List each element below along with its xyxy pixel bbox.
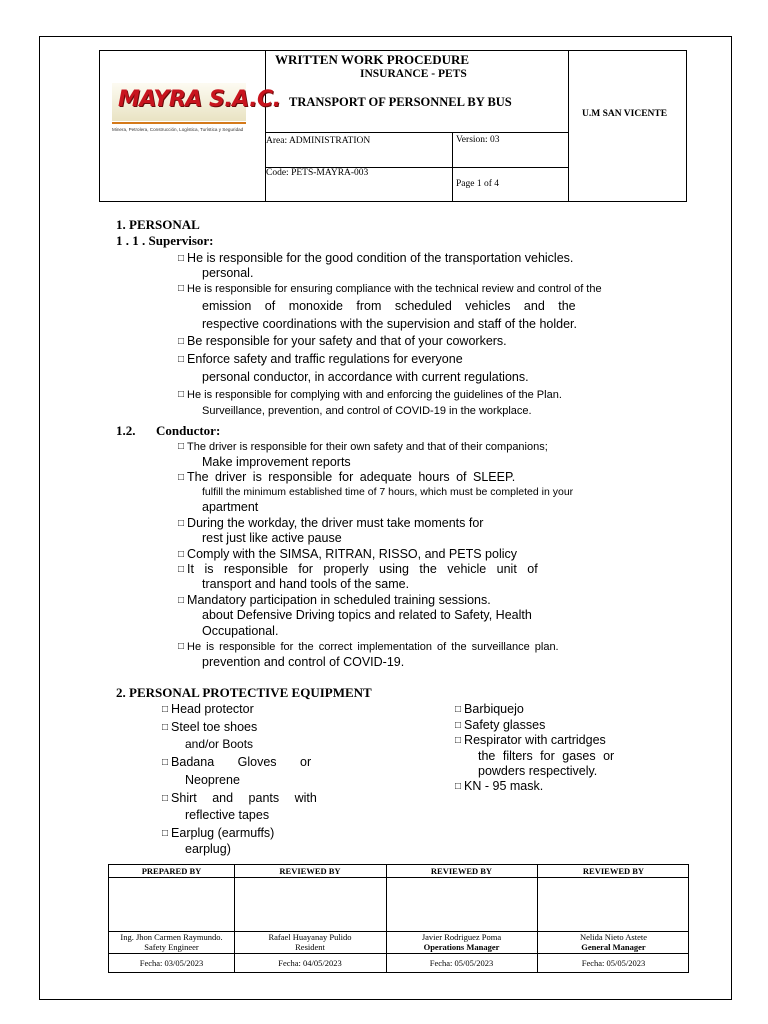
ppe-item: □ Steel toe shoes xyxy=(162,720,257,736)
list-item-cont: fulfill the minimum established time of 7 hours, which must be completed in your xyxy=(202,486,574,498)
signer-name: Javier Rodriguez Poma xyxy=(421,932,502,942)
prepared-by-header: PREPARED BY xyxy=(141,866,202,876)
doc-title-line1: WRITTEN WORK PROCEDURE xyxy=(275,52,470,67)
list-item: □ During the workday, the driver must take moments for xyxy=(178,516,483,532)
ppe-item: □ Barbiquejo xyxy=(455,702,524,718)
supervisor-heading: 1 . 1 . Supervisor: xyxy=(116,233,214,248)
list-item-cont: rest just like active pause xyxy=(202,531,342,545)
logo-subtitle: Minera, Petrolera, Construcción, Logística, Turística y Seguridad xyxy=(112,127,244,132)
signer-name: Nelida Nieto Astete xyxy=(579,932,648,942)
list-item: □ Be responsible for your safety and that of your coworkers. xyxy=(178,334,507,350)
list-item-cont: apartment xyxy=(202,500,259,514)
document-header xyxy=(99,50,687,202)
list-item-cont: transport and hand tools of the same. xyxy=(202,577,410,591)
ppe-item: □ Badana Gloves or xyxy=(162,755,311,771)
signer-role: Safety Engineer xyxy=(144,942,199,952)
reviewed-by-header: REVIEWED BY xyxy=(279,866,341,876)
signer-role: General Manager xyxy=(581,942,646,952)
ppe-item-cont: and/or Boots xyxy=(185,737,254,751)
list-item: □ Mandatory participation in scheduled training sessions. xyxy=(178,593,491,609)
list-item: □ The driver is responsible for adequate hours of SLEEP. xyxy=(178,470,515,486)
ppe-item: □ Shirt and pants with xyxy=(162,791,317,807)
ppe-item-cont: reflective tapes xyxy=(185,808,270,822)
section2-title: 2. PERSONAL PROTECTIVE EQUIPMENT xyxy=(116,685,372,700)
sign-date: Fecha: 05/05/2023 xyxy=(581,958,646,968)
reviewed-by-header: REVIEWED BY xyxy=(430,866,493,876)
list-item: □ He is responsible for complying with and enforcing the guidelines of the Plan. xyxy=(178,388,562,403)
signer-name: Ing. Jhon Carmen Raymundo. xyxy=(120,932,223,942)
conductor-number: 1.2. xyxy=(116,423,136,438)
ppe-item-cont: earplug) xyxy=(185,842,231,856)
list-item-cont: Make improvement reports xyxy=(202,455,351,469)
list-item-cont: about Defensive Driving topics and related to Safety, Health xyxy=(202,608,532,622)
list-item-cont: prevention and control of COVID-19. xyxy=(202,655,405,669)
sign-date: Fecha: 05/05/2023 xyxy=(429,958,494,968)
list-item: □ He is responsible for ensuring compliance with the technical review and control of the xyxy=(178,282,602,297)
list-item: □ It is responsible for properly using the vehicle unit of xyxy=(178,562,538,578)
area-field: Area: ADMINISTRATION xyxy=(266,136,371,146)
list-item: □ The driver is responsible for their own safety and that of their companions; xyxy=(178,440,548,455)
ppe-item-cont: the filters for gases or xyxy=(478,749,615,763)
ppe-item: □ Safety glasses xyxy=(455,718,545,734)
ppe-item-cont: powders respectively. xyxy=(478,764,598,778)
list-item: □ Comply with the SIMSA, RITRAN, RISSO, and PETS policy xyxy=(178,547,517,563)
logo-text: MAYRA S.A.C. xyxy=(118,87,281,112)
doc-title-line2: INSURANCE - PETS xyxy=(360,68,467,80)
list-item-cont: respective coordinations with the supervision and staff of the holder. xyxy=(202,317,577,331)
doc-title-line3: TRANSPORT OF PERSONNEL BY BUS xyxy=(289,95,512,109)
approval-table xyxy=(108,864,689,973)
code-field: Code: PETS-MAYRA-003 xyxy=(266,168,369,178)
site-label: U.M SAN VICENTE xyxy=(582,109,668,119)
company-logo xyxy=(112,83,281,132)
list-item-cont: Occupational. xyxy=(202,624,279,638)
conductor-heading: Conductor: xyxy=(156,423,221,438)
page-field: Page 1 of 4 xyxy=(456,179,500,189)
section1-title: 1. PERSONAL xyxy=(116,217,200,232)
list-item-cont: emission of monoxide from scheduled vehicles and the xyxy=(202,299,576,313)
list-item: □ Enforce safety and traffic regulations for everyone xyxy=(178,352,463,368)
list-item-cont: personal. xyxy=(202,266,254,280)
list-item-cont: Surveillance, prevention, and control of COVID-19 in the workplace. xyxy=(202,405,532,417)
signer-role: Resident xyxy=(295,942,325,952)
signer-name: Rafael Huayanay Pulido xyxy=(268,932,352,942)
sign-date: Fecha: 03/05/2023 xyxy=(139,958,204,968)
list-item: □ He is responsible for the good condition of the transportation vehicles. xyxy=(178,251,573,267)
reviewed-by-header: REVIEWED BY xyxy=(582,866,645,876)
ppe-item-cont: Neoprene xyxy=(185,773,240,787)
version-field: Version: 03 xyxy=(456,135,500,145)
sign-date: Fecha: 04/05/2023 xyxy=(278,958,342,968)
ppe-item: □ Respirator with cartridges xyxy=(455,733,606,749)
list-item-cont: personal conductor, in accordance with current regulations. xyxy=(202,370,529,384)
ppe-item: □ KN - 95 mask. xyxy=(455,779,543,795)
signer-role: Operations Manager xyxy=(423,942,500,952)
ppe-item: □ Head protector xyxy=(162,702,254,718)
ppe-item: □ Earplug (earmuffs) xyxy=(162,826,274,842)
list-item: □ He is responsible for the correct implementation of the surveillance plan. xyxy=(178,640,559,655)
